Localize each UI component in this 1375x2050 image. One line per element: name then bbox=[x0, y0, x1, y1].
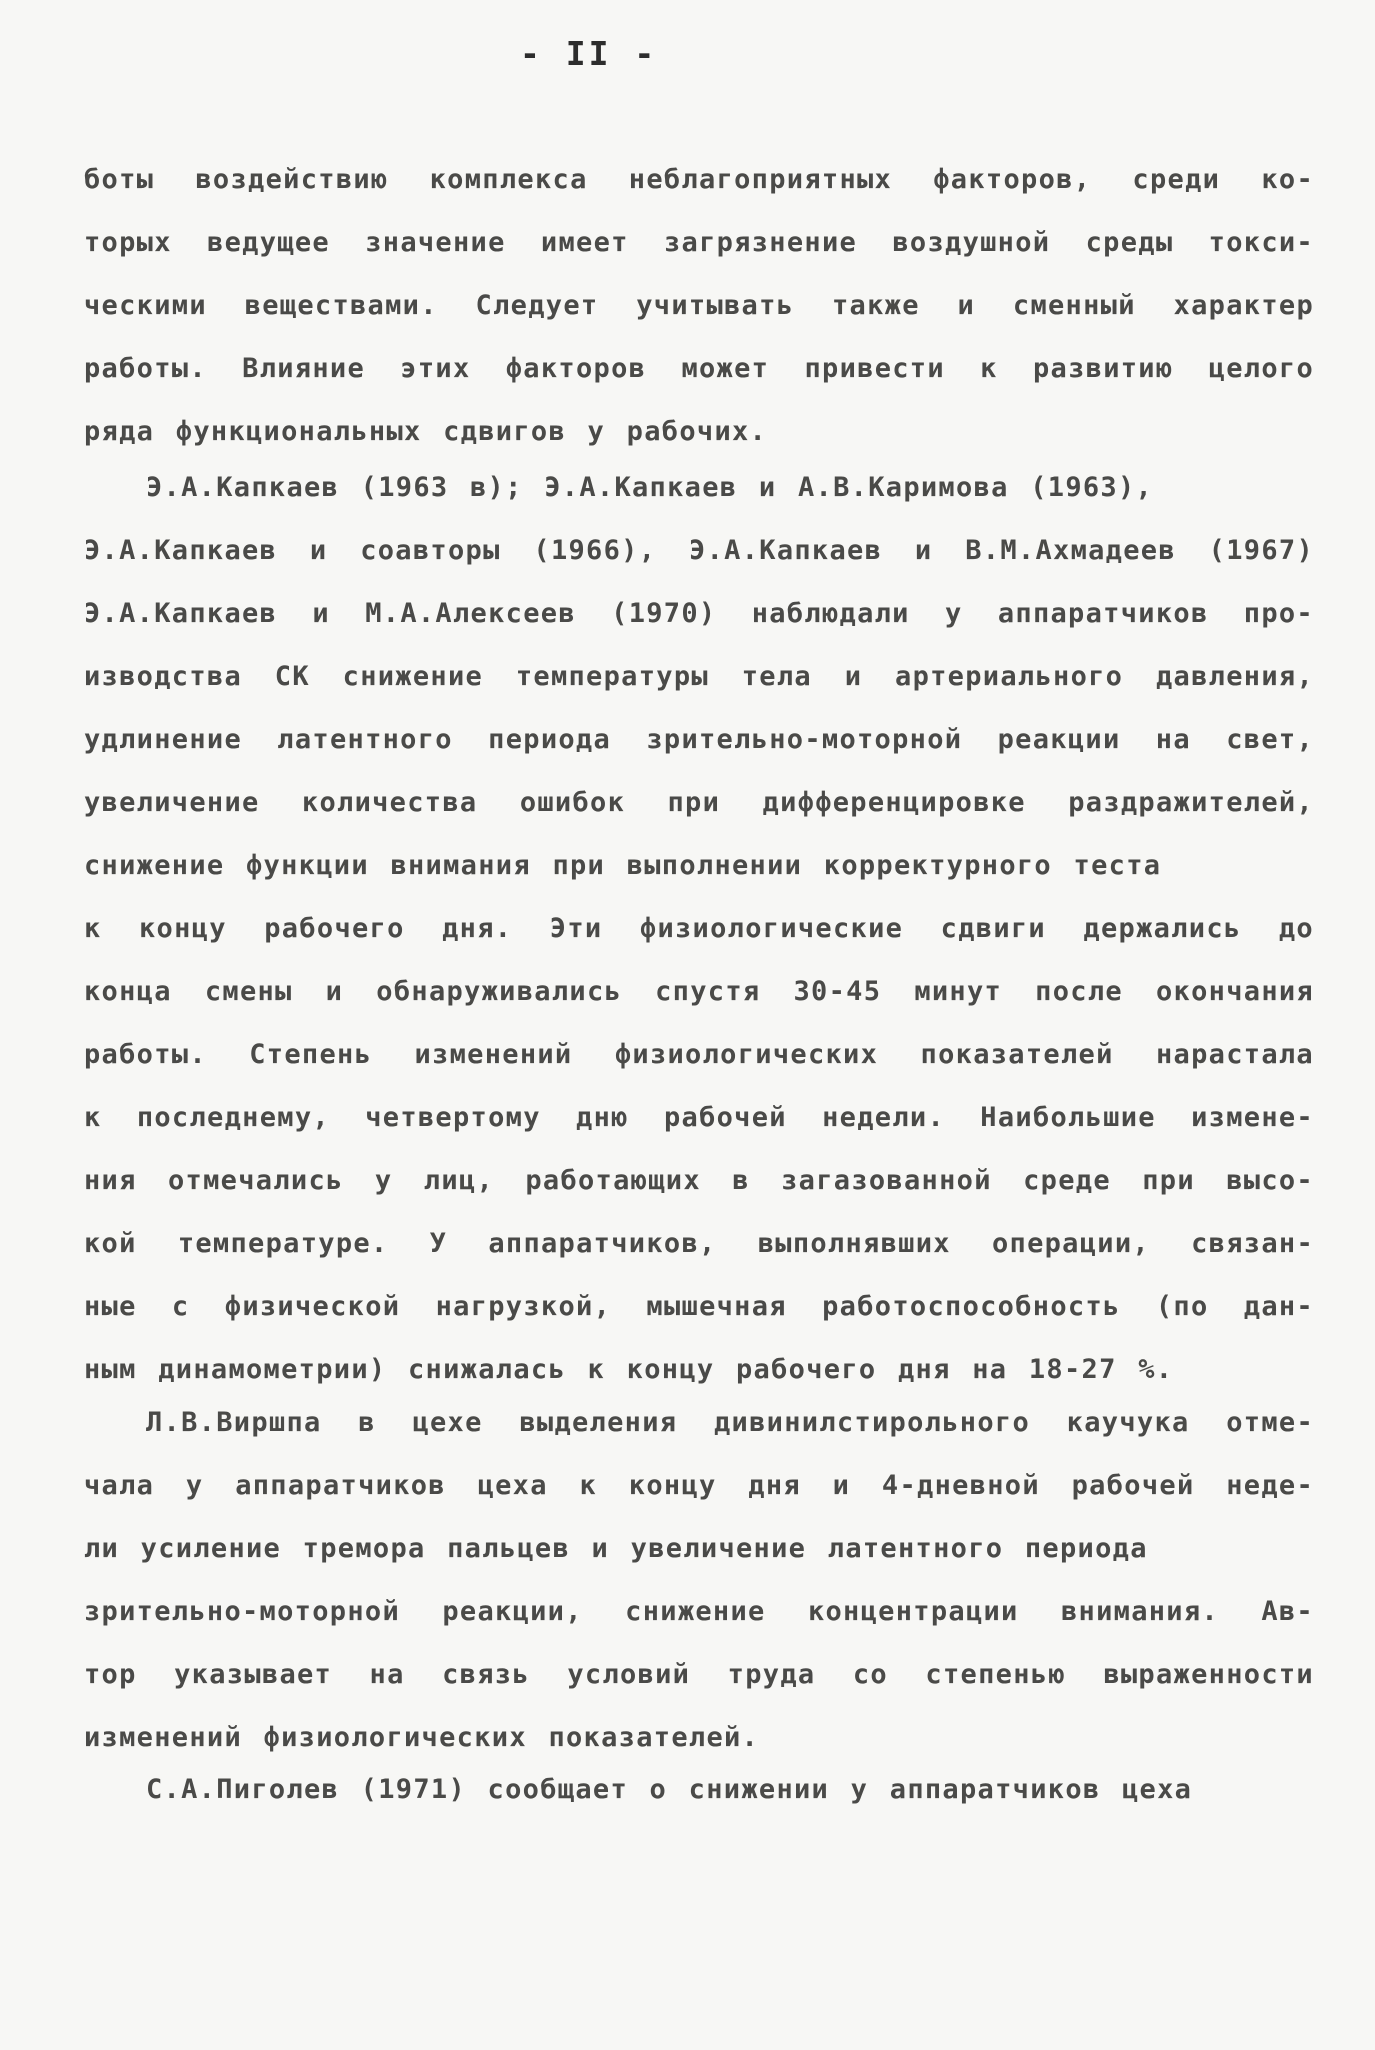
text-line: увеличение количества ошибок при дифференцировке раздражителей, bbox=[84, 787, 1314, 818]
text-line: зрительно-моторной реакции, снижение концентрации внимания. Ав- bbox=[84, 1596, 1314, 1627]
text-line: Э.А.Капкаев и М.А.Алексеев (1970) наблюдали у аппаратчиков про- bbox=[84, 598, 1314, 629]
text-line: работы. Степень изменений физиологических показателей нарастала bbox=[84, 1039, 1314, 1070]
text-line: ные с физической нагрузкой, мышечная работоспособность (по дан- bbox=[84, 1291, 1314, 1322]
text-line: к последнему, четвертому дню рабочей недели. Наибольшие измене- bbox=[84, 1102, 1314, 1133]
text-line: Э.А.Капкаев и соавторы (1966), Э.А.Капкаев и В.М.Ахмадеев (1967) bbox=[84, 535, 1314, 566]
paragraph-4 bbox=[84, 1758, 1314, 1821]
text-line: боты воздействию комплекса неблагоприятных факторов, среди ко- bbox=[84, 164, 1314, 195]
text-line: Э.А.Капкаев (1963 в); Э.А.Капкаев и А.В.Каримова (1963), bbox=[146, 472, 1154, 503]
text-line: Л.В.Виршпа в цехе выделения дивинилстирольного каучука отме- bbox=[146, 1407, 1314, 1438]
paragraph-2 bbox=[84, 456, 1314, 1401]
text-line: ческими веществами. Следует учитывать также и сменный характер bbox=[84, 290, 1314, 321]
text-line: тор указывает на связь условий труда со степенью выраженности bbox=[84, 1659, 1314, 1690]
text-line: снижение функции внимания при выполнении корректурного теста bbox=[84, 850, 1162, 881]
text-line: изменений физиологических показателей. bbox=[84, 1722, 760, 1753]
paragraph-1 bbox=[84, 148, 1314, 463]
text-line: ния отмечались у лиц, работающих в загазованной среде при высо- bbox=[84, 1165, 1314, 1196]
text-line: ряда функциональных сдвигов у рабочих. bbox=[84, 416, 768, 447]
text-line: торых ведущее значение имеет загрязнение воздушной среды токси- bbox=[84, 227, 1314, 258]
text-line: изводства СК снижение температуры тела и артериального давления, bbox=[84, 661, 1314, 692]
text-line: к концу рабочего дня. Эти физиологические сдвиги держались до bbox=[84, 913, 1314, 944]
text-line: работы. Влияние этих факторов может привести к развитию целого bbox=[84, 353, 1314, 384]
text-line: удлинение латентного периода зрительно-моторной реакции на свет, bbox=[84, 724, 1314, 755]
paragraph-3 bbox=[84, 1391, 1314, 1769]
text-line: кой температуре. У аппаратчиков, выполнявших операции, связан- bbox=[84, 1228, 1314, 1259]
text-line: чала у аппаратчиков цеха к концу дня и 4-дневной рабочей неде- bbox=[84, 1470, 1314, 1501]
text-line: ли усиление тремора пальцев и увеличение латентного периода bbox=[84, 1533, 1148, 1564]
text-line: конца смены и обнаруживались спустя 30-45 минут после окончания bbox=[84, 976, 1314, 1007]
text-line: С.А.Пиголев (1971) сообщает о снижении у аппаратчиков цеха bbox=[146, 1774, 1193, 1805]
page-number: - II - bbox=[520, 34, 658, 73]
text-line: ным динамометрии) снижалась к концу рабочего дня на 18-27 %. bbox=[84, 1354, 1174, 1385]
